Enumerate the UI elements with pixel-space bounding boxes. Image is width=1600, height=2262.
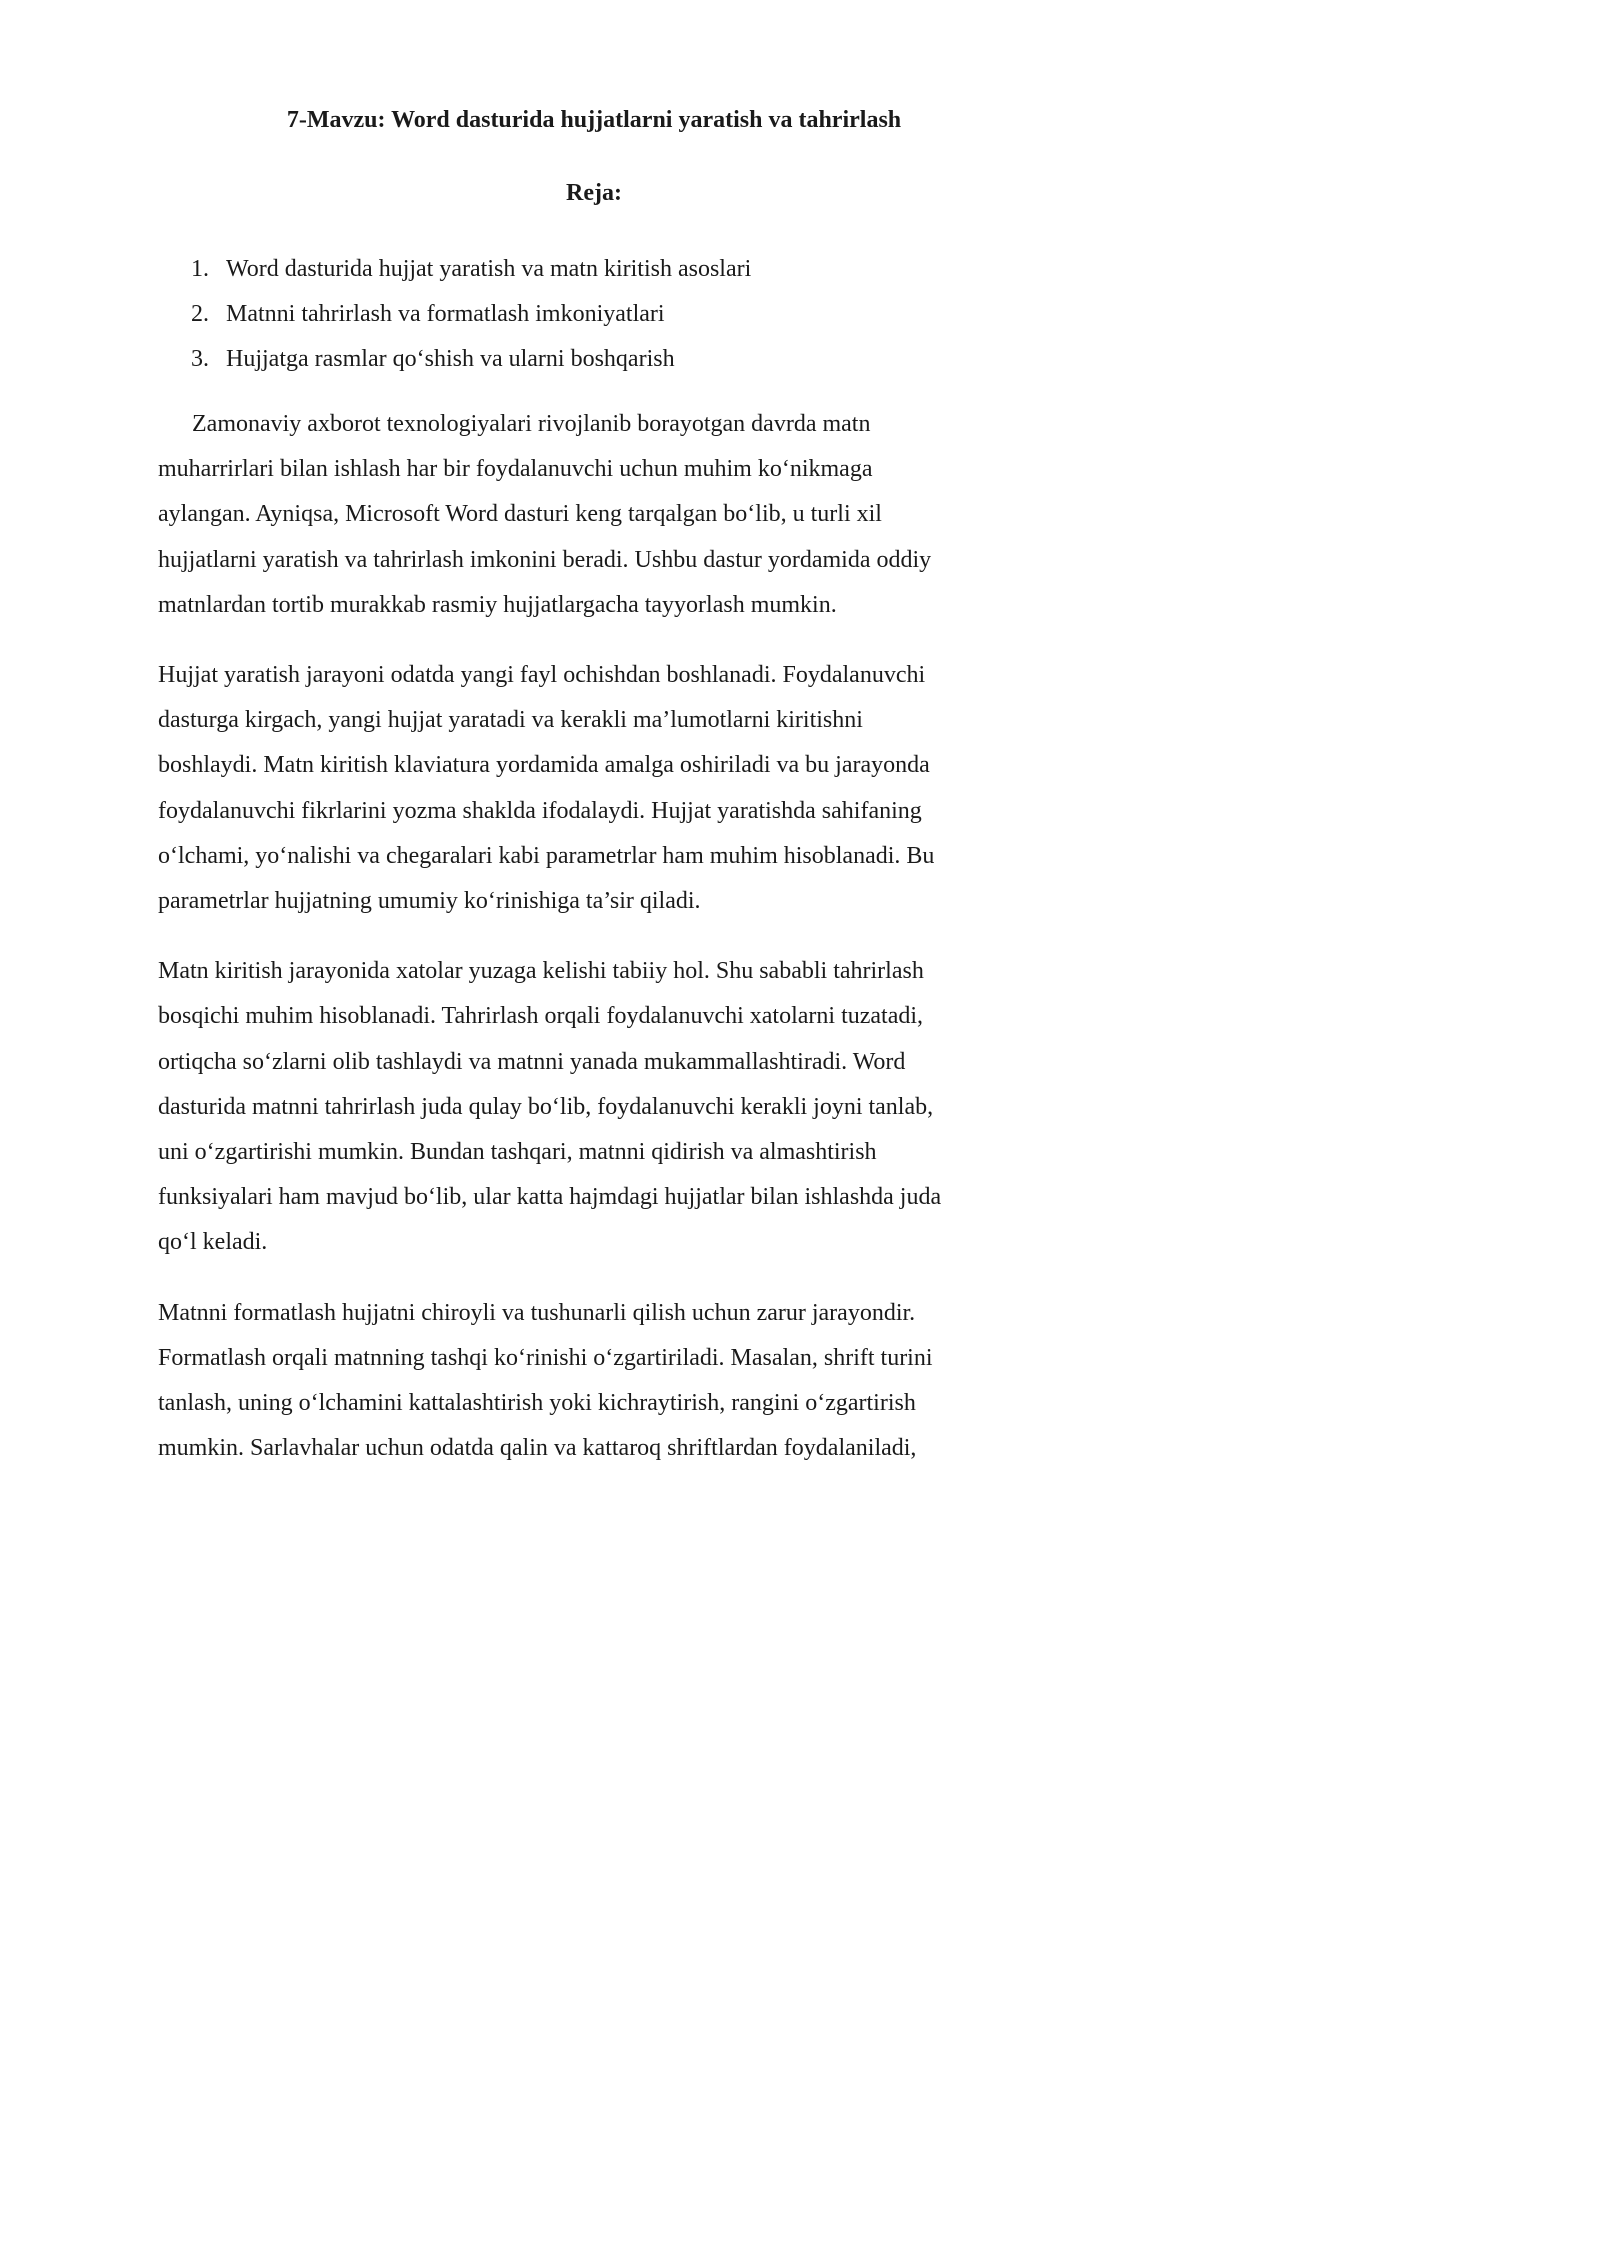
document-page	[0, 0, 1100, 1555]
paragraph	[158, 949, 1018, 1265]
text-line: hujjatlarni yaratish va tahrirlash imkonini beradi. Ushbu dastur yordamida oddiy	[158, 546, 932, 573]
plan-item-number: 1.	[191, 256, 209, 282]
document-title: 7-Mavzu: Word dasturida hujjatlarni yaratish va tahrirlash	[286, 107, 902, 133]
text-line: Formatlash orqali matnning tashqi ko‘rinishi o‘zgartiriladi. Masalan, shrift turini	[158, 1344, 933, 1371]
plan-item-number: 2.	[191, 301, 209, 327]
text-line: ortiqcha so‘zlarni olib tashlaydi va matnni yanada mukammallashtiradi. Word	[158, 1048, 906, 1075]
text-line: tanlash, uning o‘lchamini kattalashtirish yoki kichraytirish, rangini o‘zgartirish	[158, 1390, 916, 1417]
text-line: parametrlar hujjatning umumiy ko‘rinishiga ta’sir qiladi.	[158, 888, 701, 915]
text-line: muharrirlari bilan ishlash har bir foydalanuvchi uchun muhim ko‘nikmaga	[158, 456, 873, 483]
paragraph	[158, 653, 1018, 924]
text-line: Zamonaviy axborot texnologiyalari rivojlanib borayotgan davrda matn	[192, 411, 871, 437]
plan-item-text: Hujjatga rasmlar qo‘shish va ularni boshqarish	[226, 346, 675, 372]
text-line: foydalanuvchi fikrlarini yozma shaklda ifodalaydi. Hujjat yaratishda sahifaning	[158, 797, 922, 824]
plan-item-text: Word dasturida hujjat yaratish va matn kiritish asoslari	[226, 256, 752, 282]
text-line: o‘lchami, yo‘nalishi va chegaralari kabi parametrlar ham muhim hisoblanadi. Bu	[158, 842, 935, 869]
plan-item-number: 3.	[191, 346, 209, 372]
plan-item	[191, 247, 751, 292]
text-line: qo‘l keladi.	[158, 1229, 268, 1256]
text-line: Matn kiritish jarayonida xatolar yuzaga kelishi tabiiy hol. Shu sababli tahrirlash	[158, 958, 924, 985]
text-line: Hujjat yaratish jarayoni odatda yangi fayl ochishdan boshlanadi. Foydalanuvchi	[158, 662, 926, 689]
document-body	[158, 402, 1018, 1471]
text-line: boshlaydi. Matn kiritish klaviatura yordamida amalga oshiriladi va bu jarayonda	[158, 752, 930, 779]
plan-item-text: Matnni tahrirlash va formatlash imkoniyatlari	[226, 301, 665, 327]
paragraph	[158, 402, 1018, 628]
plan-item	[191, 337, 751, 382]
plan-list	[191, 247, 751, 382]
plan-item	[191, 292, 751, 337]
text-line: mumkin. Sarlavhalar uchun odatda qalin va kattaroq shriftlardan foydalaniladi,	[158, 1435, 917, 1462]
text-line: Matnni formatlash hujjatni chiroyli va tushunarli qilish uchun zarur jarayondir.	[158, 1299, 916, 1326]
text-line: funksiyalari ham mavjud bo‘lib, ular katta hajmdagi hujjatlar bilan ishlashda juda	[158, 1184, 942, 1211]
text-line: dasturida matnni tahrirlash juda qulay bo‘lib, foydalanuvchi kerakli joyni tanlab,	[158, 1093, 934, 1120]
text-line: aylangan. Ayniqsa, Microsoft Word dasturi keng tarqalgan bo‘lib, u turli xil	[158, 501, 882, 528]
text-line: matnlardan tortib murakkab rasmiy hujjatlargacha tayyorlash mumkin.	[158, 591, 837, 618]
text-line: bosqichi muhim hisoblanadi. Tahrirlash orqali foydalanuvchi xatolarni tuzatadi,	[158, 1003, 924, 1030]
text-line: uni o‘zgartirishi mumkin. Bundan tashqari, matnni qidirish va almashtirish	[158, 1139, 877, 1166]
text-line: dasturga kirgach, yangi hujjat yaratadi va kerakli ma’lumotlarni kiritishni	[158, 707, 863, 734]
paragraph	[158, 1291, 1018, 1472]
plan-heading: Reja:	[566, 180, 622, 206]
